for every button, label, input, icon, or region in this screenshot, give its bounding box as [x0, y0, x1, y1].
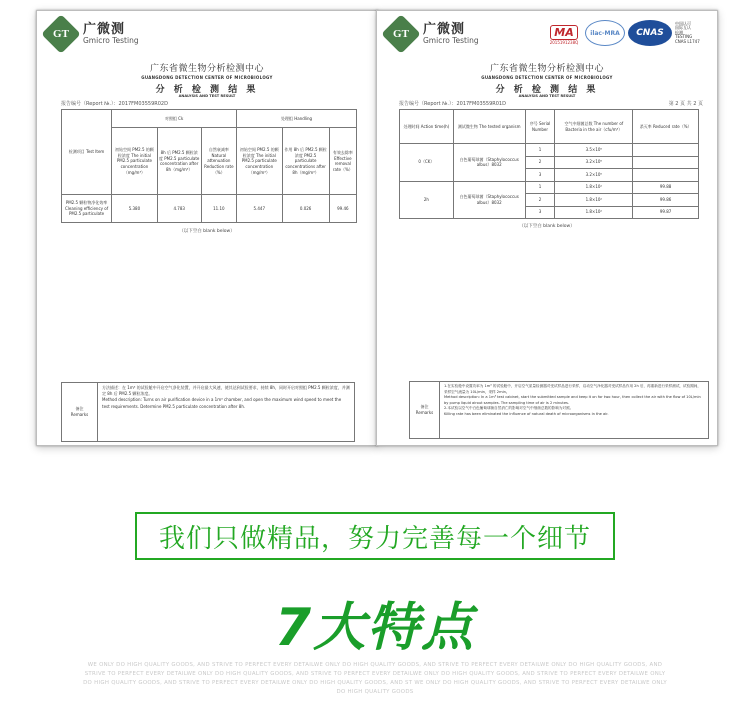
report-number: 报告编号（Report №.）：2017FM03559R01D — [399, 101, 506, 107]
col-serial: 序号 Serial Number — [525, 110, 555, 144]
table-cell: 4.783 — [157, 195, 201, 223]
table-cell: 1.8×10² — [555, 194, 633, 207]
table-cell — [633, 156, 699, 169]
cnas-info: 中国认可 国际互认 检测 TESTING CNAS L1747 — [675, 20, 700, 44]
gt-logo-icon: GT — [381, 14, 421, 54]
remarks-text-cn: 1.在实验舱中设置功率为 1m³ 的试验舱中，开启空气质量检测器对受试样品进行采样，启动空气净化器对受试样品作用 2h 后，再重新进行采样测试，试验期间，采样空气流量为 10L/min，采样 2min。 — [444, 384, 701, 394]
remarks-section — [409, 381, 709, 439]
report-number: 报告编号（Report №.）：2017FM03559R02D — [61, 101, 168, 107]
table-cell — [633, 169, 699, 182]
blank-below-note: （以下空白 blank below） — [519, 224, 575, 229]
table-cell: 1.8×10² — [555, 206, 633, 219]
table-cell: 0.026 — [282, 195, 329, 223]
table-cell: 3 — [525, 169, 555, 182]
certification-marks — [546, 20, 711, 46]
remarks-section — [61, 382, 355, 442]
brand-logo — [387, 20, 479, 48]
cma-code: 2015191238Q — [549, 40, 579, 45]
table-cell: 1 — [525, 144, 555, 157]
cma-icon: MA — [550, 25, 577, 40]
slogan-banner: 我们只做精品，努力完善每一个细节 — [135, 512, 615, 560]
organism-name: 白色葡萄球菌（Staphylococcus albus）8032 — [453, 181, 525, 219]
remarks-text-en: Method description: In a 1m³ test cabinet, start the submitted sample and keep it on for two hour, then collect the air with the flow of 10L/min by pump liquid airout samples. The sampling time of air is 2 minutes. — [444, 395, 701, 405]
test-report-bacteria — [376, 10, 718, 446]
table-cell: 5.447 — [237, 195, 283, 223]
remarks-label-en: Remarks — [70, 412, 89, 417]
col-action-time: 处理时间 Action time(h) — [400, 110, 454, 144]
table-cell: 2 — [525, 194, 555, 207]
table-cell: 1 — [525, 181, 555, 194]
table-cell: 2 — [525, 156, 555, 169]
col-organism: 测试微生物 The tested organism — [453, 110, 525, 144]
table-cell — [633, 144, 699, 157]
col-after-ck: 8h 后 PM2.5 颗粒浓度 PM2.5 particulate concentration after 8h（mg/m³） — [157, 128, 201, 195]
time-ck: 0（CK） — [400, 144, 454, 182]
table-cell: 11.10 — [201, 195, 236, 223]
col-test-item: 检测项目 Test Item — [62, 110, 112, 195]
col-bacteria-count: 空气中细菌总数 The number of Bacteria in the air（cfu/m³） — [555, 110, 633, 144]
table-cell: 3.2×10⁵ — [555, 156, 633, 169]
table-cell: 99.46 — [329, 195, 356, 223]
remarks-text-en-2: Killing rate has been eliminated the influence of natural death of microorganisms in the air. — [444, 411, 609, 416]
table-cell: 3.2×10⁵ — [555, 169, 633, 182]
org-name-en: GUANGDONG DETECTION CENTER OF MICROBIOLOGY — [481, 75, 613, 80]
row-label: PM2.5 颗粒物净化效率 Cleaning efficiency of PM2.5 particulate — [62, 195, 112, 223]
cnas-icon: CNAS — [628, 20, 672, 46]
header-handling-group: 处理组 Handling — [237, 110, 357, 128]
brand-name-en: Gmicro Testing — [423, 35, 479, 45]
brand-name-cn: 广微测 — [83, 22, 126, 38]
table-cell: 3 — [525, 206, 555, 219]
brand-name-cn: 广微测 — [423, 22, 466, 38]
header-control-group: 对照组 Ck — [112, 110, 237, 128]
col-effective-rate: 有效去除率 Effective removal rate（%） — [329, 128, 356, 195]
tagline-watermark: WE ONLY DO HIGH QUALITY GOODS, AND STRIVE TO PERFECT EVERY DETAILWE ONLY DO HIGH QUALITY GOODS, AND STRIVE TO PERFECT EVERY DETAILWE ONLY DO HIGH QUALITY GOODS, AND STRIVE TO PERFECT EVERY DETAILWE ONLY DO HIGH QUALITY GOODS, AND STRIVE TO PERFECT EVERY DETAILWE ONLY DO HIGH QUALITY GOODS, AND STRIVE TO PERFECT EVERY DETAILWE ONLY DO HIGH QUALITY GOODS, AND STRIVE TO PERFECT EVERY DETAILWE ONLY DO HIGH QUALITY GOODS, AND ST WE ONLY DO HIGH QUALITY GOODS, AND STRIVE TO PERFECT EVERY DETAILWE ONLY DO HIGH QUALITY GOODS — [83, 662, 667, 695]
report-title-en: ANALYSIS AND TEST RESULT — [178, 94, 236, 98]
remarks-label-en: Remarks — [415, 410, 434, 415]
org-name-cn: 广东省微生物分析检测中心 — [489, 64, 604, 74]
features-headline: 7大特点 — [274, 598, 476, 658]
bacteria-results-table — [399, 109, 699, 219]
col-initial-handling: 初始空间 PM2.5 的颗粒浓度 The initial PM2.5 particulate concentration（mg/m³） — [237, 128, 283, 195]
cma-badge — [546, 21, 582, 45]
brand-logo — [47, 20, 139, 48]
page-number: 第 2 页 共 2 页 — [668, 101, 703, 107]
organism-name: 白色葡萄球菌（Staphylococcus albus）8032 — [453, 144, 525, 182]
org-name-en: GUANGDONG DETECTION CENTER OF MICROBIOLOGY — [141, 75, 273, 80]
blank-below-note: （以下空白 blank below） — [179, 229, 235, 234]
ilac-mra-icon: ilac-MRA — [585, 20, 625, 46]
report-title-en: ANALYSIS AND TEST RESULT — [518, 94, 576, 98]
report-title-cn: 分 析 检 测 结 果 — [495, 85, 599, 95]
remarks-text-cn: 方法描述：在 1m³ 的试验舱中开启空气净化装置，并开启最大风速，使其达到试验要求，持续 8h，同时开启对照组 PM2.5 颗粒浓度，并测定 8h 后 PM2.5 颗粒浓度。 — [102, 385, 350, 397]
table-cell: 99.88 — [633, 181, 699, 194]
table-cell: 5.380 — [112, 195, 158, 223]
pm25-results-table — [61, 109, 357, 223]
brand-name-en: Gmicro Testing — [83, 35, 139, 45]
table-cell: 99.87 — [633, 206, 699, 219]
org-name-cn: 广东省微生物分析检测中心 — [149, 64, 264, 74]
remarks-label-cn: 备注 — [75, 406, 84, 412]
report-title-cn: 分 析 检 测 结 果 — [155, 85, 259, 95]
remarks-label-cn: 备注 — [420, 404, 429, 410]
table-cell: 1.8×10² — [555, 181, 633, 194]
table-cell: 99.86 — [633, 194, 699, 207]
remarks-text-cn-2: 2.本试验以空气中白色葡萄球菌自然消亡的影响对空气中细菌总数的影响为对照。 — [444, 406, 574, 411]
col-after-handling: 作用 8h 后 PM2.5 颗粒浓度 PM2.5 particulate concentrations after 8h（mg/m³） — [282, 128, 329, 195]
time-2h: 2h — [400, 181, 454, 219]
remarks-text-en: Method description: Turns on air purification device in a 1m³ chamber, and open the maximum wind speed to meet the test requirements. Determine PM2.5 particulate concentration after 8h. — [102, 397, 342, 409]
gt-logo-icon: GT — [41, 14, 81, 54]
col-initial-ck: 初始空间 PM2.5 的颗粒浓度 The initial PM2.5 particulate concentration（mg/m³） — [112, 128, 158, 195]
col-reduced-rate: 杀灭率 Reduced rate（%） — [633, 110, 699, 144]
table-cell: 3.5×10⁵ — [555, 144, 633, 157]
test-report-pm25 — [36, 10, 378, 446]
col-natural-rate: 自然衰减率 Natural attenuation Reduction rate（%） — [201, 128, 236, 195]
